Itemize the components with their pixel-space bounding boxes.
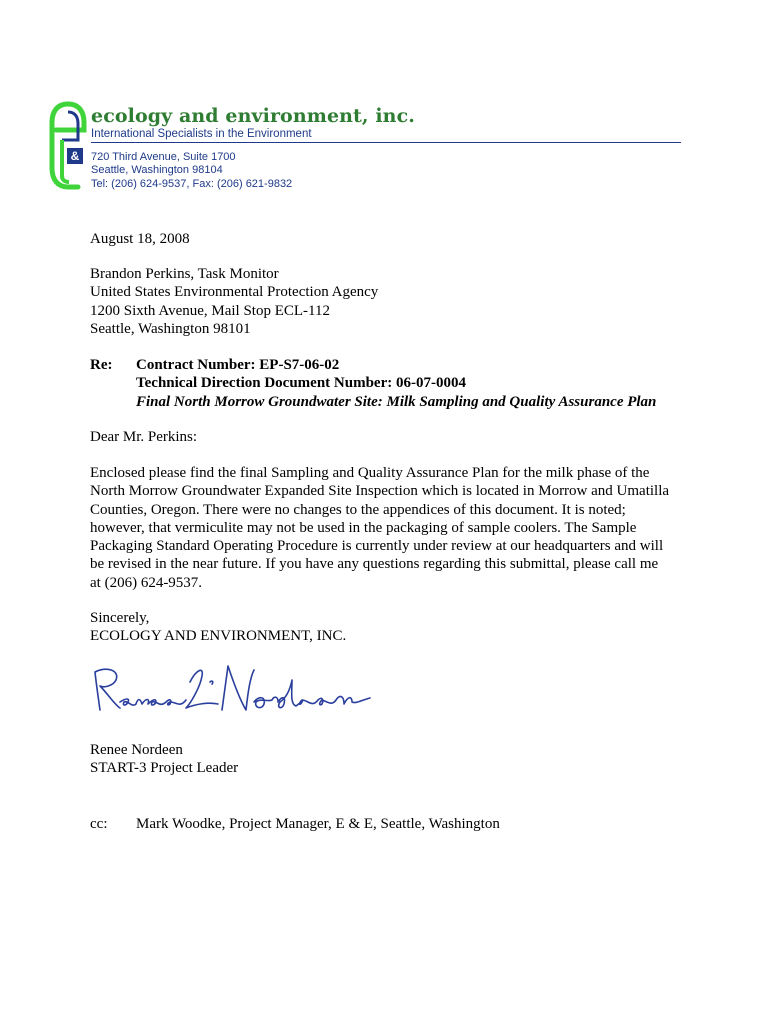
signer-block [90, 741, 238, 778]
company-tagline: International Specialists in the Environment [91, 128, 312, 140]
contract-number: Contract Number: EP-S7-06-02 [136, 357, 340, 373]
subject-lines [136, 356, 656, 411]
tdd-number: Technical Direction Document Number: 06-07-0004 [136, 375, 466, 392]
recipient-address [90, 265, 378, 338]
subject-label: Re: [90, 357, 113, 373]
body-line: Counties, Oregon. There were no changes to the appendices of this document. It is noted; [90, 501, 626, 518]
closing-line: Sincerely, [90, 610, 150, 626]
handwritten-signature [86, 652, 386, 732]
cc-recipient: Mark Woodke, Project Manager, E & E, Seattle, Washington [136, 816, 500, 832]
address-line: Tel: (206) 624-9537, Fax: (206) 621-9832 [91, 177, 293, 190]
recipient-line: Brandon Perkins, Task Monitor [90, 266, 279, 282]
salutation: Dear Mr. Perkins: [90, 429, 198, 445]
company-logo-icon [48, 100, 88, 190]
company-name: ecology and environment, inc. [91, 105, 415, 127]
signer-name: Renee Nordeen [90, 742, 183, 758]
signer-title: START-3 Project Leader [90, 760, 239, 777]
body-line: Enclosed please find the final Sampling and Quality Assurance Plan for the milk phase of the [90, 465, 650, 481]
cc-label: cc: [90, 816, 108, 832]
body-line: North Morrow Groundwater Expanded Site Inspection which is located in Morrow and Umatilla [90, 483, 670, 500]
svg-text:&: & [70, 149, 80, 163]
company-address [91, 151, 292, 191]
closing-line: ECOLOGY AND ENVIRONMENT, INC. [90, 628, 347, 645]
closing [90, 609, 346, 646]
body-paragraph [90, 464, 680, 592]
body-line: Packaging Standard Operating Procedure is currently under review at our headquarters and will [90, 538, 664, 555]
recipient-line: Seattle, Washington 98101 [90, 320, 251, 337]
address-line: 720 Third Avenue, Suite 1700 [91, 151, 236, 163]
body-line: however, that vermiculite may not be used in the packaging of sample coolers. The Sample [90, 519, 637, 536]
letter-date: August 18, 2008 [90, 231, 190, 247]
body-line: be revised in the near future. If you have any questions regarding this submittal, please call me [90, 556, 659, 573]
recipient-line: United States Environmental Protection Agency [90, 284, 379, 301]
letterhead-divider [91, 142, 681, 143]
recipient-line: 1200 Sixth Avenue, Mail Stop ECL-112 [90, 302, 330, 319]
body-line: at (206) 624-9537. [90, 574, 203, 591]
address-line: Seattle, Washington 98104 [91, 164, 223, 177]
subject-title: Final North Morrow Groundwater Site: Milk Sampling and Quality Assurance Plan [136, 393, 657, 410]
